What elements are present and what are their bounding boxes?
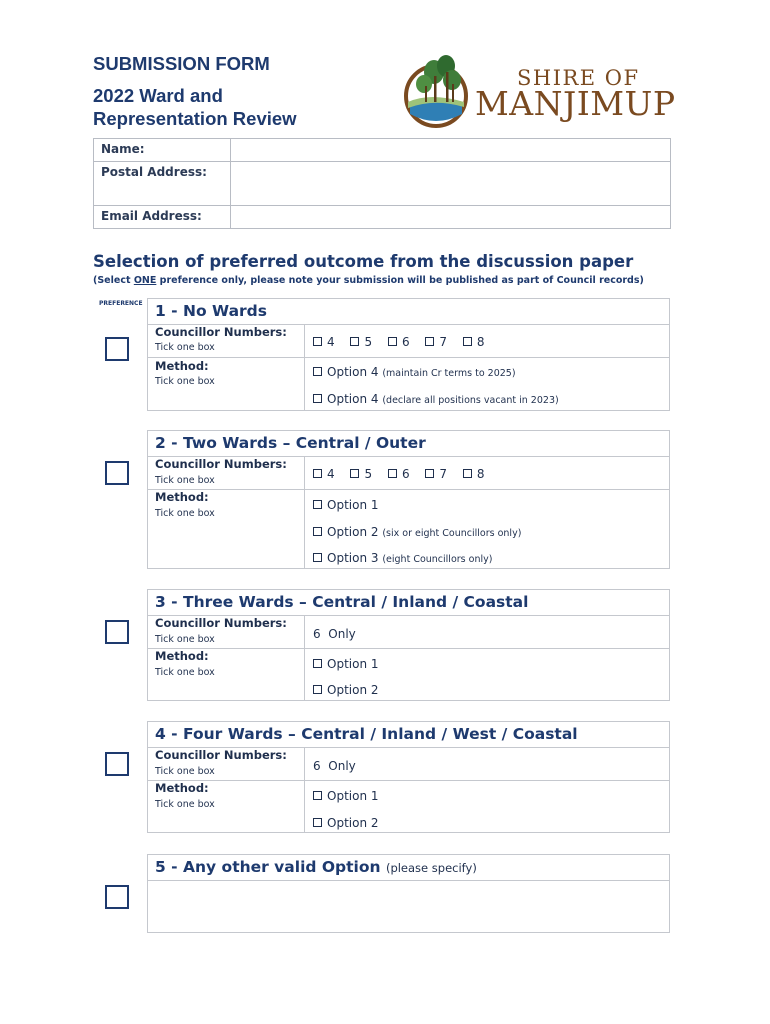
selection-heading: Selection of preferred outcome from the discussion paper: [93, 252, 634, 271]
method-label-text: Option 1: [327, 498, 379, 512]
postal-address-field[interactable]: [231, 162, 671, 206]
other-option-specify-field[interactable]: [148, 881, 669, 932]
contact-details-table: [93, 138, 671, 229]
preference-box-option-4[interactable]: [105, 752, 129, 776]
method-label-text: Option 3: [327, 551, 379, 565]
councillor-numbers-fixed: 6 Only: [313, 759, 356, 773]
number-label: 8: [476, 335, 485, 349]
option-3-header: [148, 590, 669, 616]
number-label: 8: [476, 467, 485, 481]
method-checkbox[interactable]: [313, 659, 322, 668]
method-choice: [313, 392, 559, 406]
option-card-1: [147, 298, 670, 411]
checkbox-5[interactable]: [350, 337, 359, 346]
checkbox-5[interactable]: [350, 469, 359, 478]
preference-box-option-3[interactable]: [105, 620, 129, 644]
email-address-field[interactable]: [231, 206, 671, 229]
tick-one-box-hint: Tick one box: [155, 667, 215, 678]
option-4-heading: 4 - Four Wards – Central / Inland / West / Coastal: [155, 725, 578, 743]
instruction-pre: (Select: [93, 275, 134, 286]
checkbox-8[interactable]: [463, 469, 472, 478]
selection-instruction: [93, 275, 644, 286]
email-address-label: Email Address:: [94, 206, 231, 229]
option-5-header: [148, 855, 669, 881]
method-checkbox[interactable]: [313, 685, 322, 694]
method-checkbox[interactable]: [313, 500, 322, 509]
divider: [304, 747, 305, 832]
method-label-text: Option 1: [327, 789, 379, 803]
checkbox-7[interactable]: [425, 337, 434, 346]
method-checkbox[interactable]: [313, 791, 322, 800]
method-note: (declare all positions vacant in 2023): [382, 395, 559, 406]
method-choice: [313, 657, 379, 671]
method-choice: [313, 498, 379, 512]
method-checkbox[interactable]: [313, 394, 322, 403]
preference-box-option-1[interactable]: [105, 337, 129, 361]
method-choice: [313, 551, 492, 565]
method-choice: [313, 789, 379, 803]
method-checkbox[interactable]: [313, 553, 322, 562]
tick-one-box-hint: Tick one box: [155, 376, 215, 387]
number-label: 7: [439, 467, 448, 481]
review-title-line2: Representation Review: [93, 108, 297, 129]
method-checkbox[interactable]: [313, 527, 322, 536]
logo-line1: SHIRE OF: [517, 66, 640, 90]
method-label: Method:: [155, 649, 209, 663]
method-choice: [313, 365, 516, 379]
instruction-post: preference only, please note your submission will be published as part of Council records): [156, 275, 644, 286]
tick-one-box-hint: Tick one box: [155, 634, 215, 645]
tick-one-box-hint: Tick one box: [155, 342, 215, 353]
councillor-number-choices: [313, 467, 497, 481]
method-label: Method:: [155, 781, 209, 795]
councillor-numbers-label: Councillor Numbers:: [155, 325, 287, 339]
councillor-numbers-fixed: 6 Only: [313, 627, 356, 641]
checkbox-6[interactable]: [388, 337, 397, 346]
divider: [304, 456, 305, 568]
method-label-text: Option 4: [327, 392, 379, 406]
option-card-5: [147, 854, 670, 933]
checkbox-4[interactable]: [313, 469, 322, 478]
option-2-header: [148, 431, 669, 457]
method-note: (six or eight Councillors only): [382, 528, 522, 539]
divider: [304, 615, 305, 700]
number-label: 4: [327, 335, 335, 349]
councillor-number-choices: [313, 335, 497, 349]
number-label: 6: [401, 467, 410, 481]
option-5-heading-text: 5 - Any other valid Option: [155, 858, 381, 876]
option-1-heading: 1 - No Wards: [155, 302, 267, 320]
checkbox-8[interactable]: [463, 337, 472, 346]
method-label: Method:: [155, 359, 209, 373]
method-label-text: Option 2: [327, 525, 379, 539]
logo-line2: MANJIMUP: [475, 84, 676, 123]
option-1-header: [148, 299, 669, 325]
option-card-3: [147, 589, 670, 701]
councillor-numbers-label: Councillor Numbers:: [155, 457, 287, 471]
number-label: 4: [327, 467, 335, 481]
postal-address-label: Postal Address:: [94, 162, 231, 206]
tick-one-box-hint: Tick one box: [155, 508, 215, 519]
divider: [148, 648, 669, 649]
preference-box-option-2[interactable]: [105, 461, 129, 485]
option-3-heading: 3 - Three Wards – Central / Inland / Coastal: [155, 593, 529, 611]
method-label-text: Option 2: [327, 816, 379, 830]
option-2-heading: 2 - Two Wards – Central / Outer: [155, 434, 426, 452]
option-4-header: [148, 722, 669, 748]
option-5-heading-note: (please specify): [385, 861, 477, 875]
form-title: SUBMISSION FORM: [93, 53, 270, 74]
preference-label: PREFERENCE: [99, 300, 143, 307]
tick-one-box-hint: Tick one box: [155, 766, 215, 777]
name-field[interactable]: [231, 139, 671, 162]
tick-one-box-hint: Tick one box: [155, 475, 215, 486]
instruction-one: ONE: [133, 275, 157, 286]
number-label: 5: [364, 467, 373, 481]
option-5-heading: [155, 858, 477, 876]
method-checkbox[interactable]: [313, 367, 322, 376]
divider: [148, 489, 669, 490]
divider: [304, 324, 305, 410]
method-choice: [313, 683, 379, 697]
review-title-line1: 2022 Ward and: [93, 85, 223, 106]
method-label: Method:: [155, 490, 209, 504]
tree-river-emblem-icon: [400, 52, 472, 128]
method-label-text: Option 4: [327, 365, 379, 379]
option-card-2: [147, 430, 670, 569]
method-note: (eight Councillors only): [382, 554, 493, 565]
number-label: 7: [439, 335, 448, 349]
checkbox-4[interactable]: [313, 337, 322, 346]
method-choice: [313, 525, 521, 539]
number-label: 6: [401, 335, 410, 349]
method-choice: [313, 816, 379, 830]
checkbox-7[interactable]: [425, 469, 434, 478]
method-checkbox[interactable]: [313, 818, 322, 827]
method-note: (maintain Cr terms to 2025): [382, 368, 516, 379]
method-label-text: Option 1: [327, 657, 379, 671]
councillor-numbers-label: Councillor Numbers:: [155, 616, 287, 630]
method-label-text: Option 2: [327, 683, 379, 697]
shire-logo: [400, 52, 676, 128]
option-card-4: [147, 721, 670, 833]
preference-box-option-5[interactable]: [105, 885, 129, 909]
name-label: Name:: [94, 139, 231, 162]
councillor-numbers-label: Councillor Numbers:: [155, 748, 287, 762]
number-label: 5: [364, 335, 373, 349]
checkbox-6[interactable]: [388, 469, 397, 478]
tick-one-box-hint: Tick one box: [155, 799, 215, 810]
divider: [148, 780, 669, 781]
divider: [148, 357, 669, 358]
